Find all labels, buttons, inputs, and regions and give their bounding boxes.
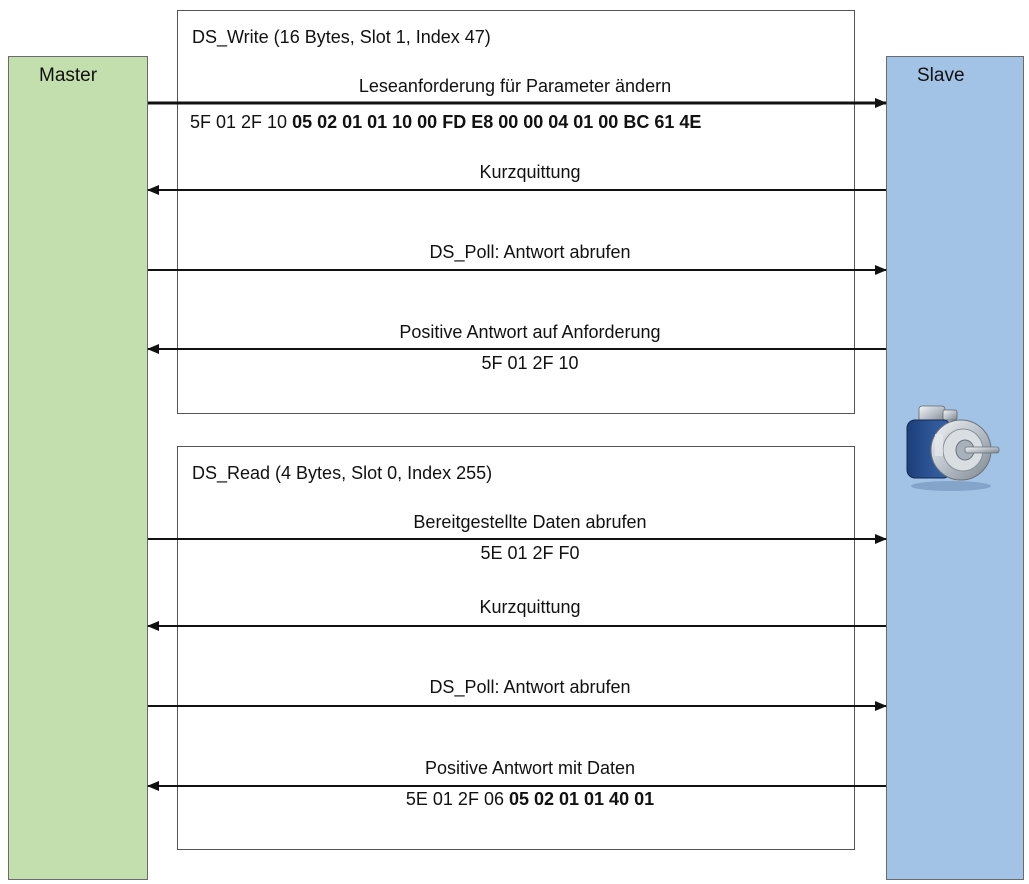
write-response-label: Positive Antwort auf Anforderung [399, 322, 661, 342]
read-request-bytes: 5E 01 2F F0 [480, 543, 580, 563]
write-request-bytes [190, 112, 701, 133]
master-title: Master [39, 65, 98, 86]
read-request-label: Bereitgestellte Daten abrufen [413, 512, 647, 532]
read-response-bytes [320, 789, 740, 810]
read-response-label: Positive Antwort mit Daten [424, 758, 636, 778]
read-ack-label: Kurzquittung [479, 597, 581, 617]
write-request-label: Leseanforderung für Parameter ändern [358, 76, 672, 96]
write-ack-label: Kurzquittung [479, 162, 581, 182]
write-request-bytes-plain: 5F 01 2F 10 [190, 112, 293, 132]
write-poll-label: DS_Poll: Antwort abrufen [429, 242, 631, 262]
rotary-encoder-icon [899, 398, 1009, 494]
write-request-bytes-bold: 05 02 01 01 10 00 FD E8 00 00 04 01 00 BC 61 4E [292, 112, 702, 132]
slave-title: Slave [917, 65, 965, 86]
read-response-bytes-plain: 5E 01 2F 06 [405, 789, 509, 809]
ds-write-title: DS_Write (16 Bytes, Slot 1, Index 47) [192, 27, 491, 47]
ds-read-title: DS_Read (4 Bytes, Slot 0, Index 255) [192, 463, 493, 483]
write-response-bytes: 5F 01 2F 10 [481, 353, 579, 373]
read-poll-label: DS_Poll: Antwort abrufen [429, 677, 631, 697]
read-response-bytes-bold: 05 02 01 01 40 01 [508, 789, 655, 809]
